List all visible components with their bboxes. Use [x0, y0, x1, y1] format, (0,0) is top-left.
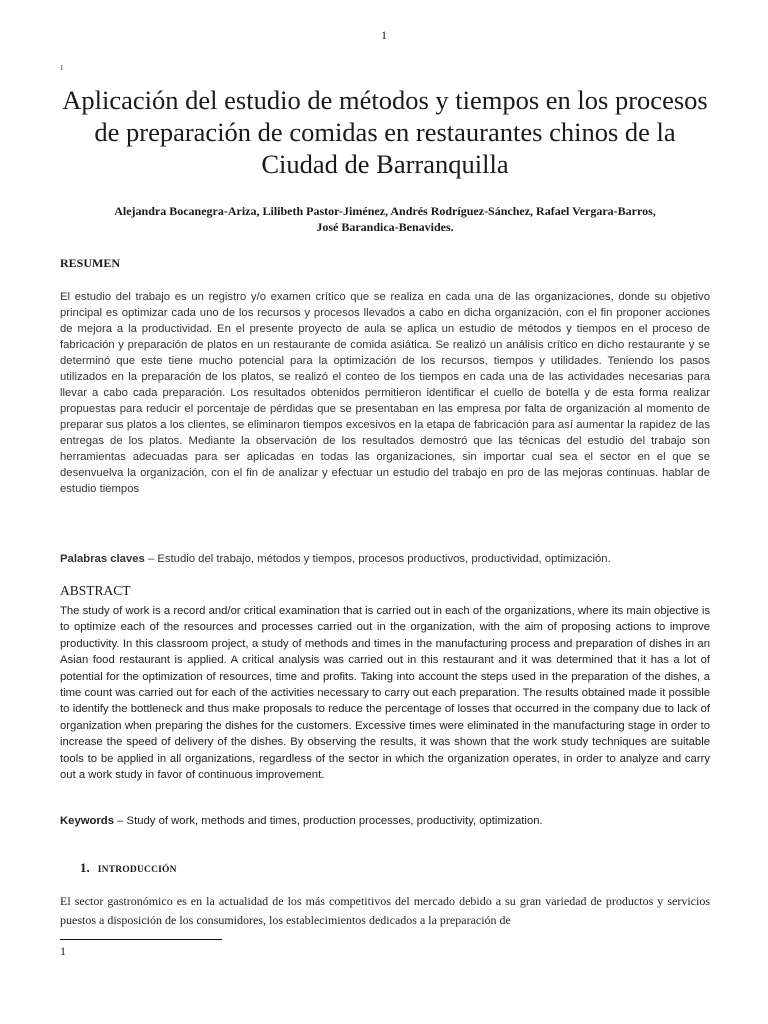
- section-heading-introduccion: [80, 860, 177, 876]
- keywords: [60, 813, 710, 829]
- footnote-marker: 1: [60, 64, 64, 72]
- author-line-2: José Barandica-Benavides.: [316, 220, 454, 234]
- footnote-divider: [60, 939, 222, 940]
- section-number: 1.: [80, 860, 90, 875]
- paper-title: Aplicación del estudio de métodos y tiempos en los procesos de preparación de comidas en restaurantes chinos de la Ciudad de Barranquilla: [62, 85, 708, 179]
- footnote-number: 1: [60, 944, 66, 958]
- introduccion-body: El sector gastronómico es en la actualidad de los más competitivos del mercado debido a su gran variedad de productos y servicios puestos a disposición de los consumidores, los establecimientos dedicados a la preparación de: [60, 894, 710, 927]
- keywords-text: – Study of work, methods and times, production processes, productivity, optimization.: [114, 815, 543, 827]
- page-number: 1: [381, 28, 387, 42]
- palabras-claves-label: Palabras claves: [60, 553, 145, 565]
- abstract-heading: ABSTRACT: [60, 583, 131, 598]
- keywords-label: Keywords: [60, 815, 114, 827]
- author-line-1: Alejandra Bocanegra-Ariza, Lilibeth Pastor-Jiménez, Andrés Rodríguez-Sánchez, Rafael Vergara-Barros,: [114, 204, 656, 218]
- author-list: [60, 203, 710, 235]
- palabras-claves-text: – Estudio del trabajo, métodos y tiempos, procesos productivos, productividad, optimización.: [144, 553, 611, 565]
- resumen-body: El estudio del trabajo es un registro y/o examen crítico que se realiza en cada una de las organizaciones, donde su objetivo principal es optimizar cada uno de los recursos y procesos llevados a cabo en dicha organización, con el fin proponer acciones de mejora a la productividad. En el presente proyecto de aula se aplica un estudio de métodos y tiempos en el proceso de fabricación y preparación de platos en un restaurante de comida asiática. Se realizó un análisis crítico en dicho restaurante y se determinó que este tiene mucho potencial para la optimización de los recursos, tiempos y utilidades. Teniendo los pasos utilizados en la preparación de los platos, se realizó el conteo de los tiempos en cada una de las actividades necesarias para llevar a cabo cada preparación. Los resultados obtenidos permitieron identificar el cuello de botella y de esta forma realizar propuestas para reducir el porcentaje de pérdidas que se presentaban en las empresa por falta de organización al momento de preparar sus platos a los clientes, se eliminaron tiempos excesivos en la etapa de fabricación para así aumentar la rapidez de las entregas de los platos. Mediante la observación de los resultados demostró que las técnicas del estudio del trabajo son herramientas adecuadas para ser aplicadas en todas las organizaciones, sin importar cual sea el sector en el que se desenvuelva la organización, con el fin de analizar y efectuar un estudio del trabajo en pro de las mejoras continuas. hablar de estudio tiempos: [60, 291, 710, 495]
- resumen-heading: RESUMEN: [60, 256, 121, 270]
- abstract-body: The study of work is a record and/or critical examination that is carried out in each of the organizations, where its main objective is to optimize each of the resources and processes carried out in the organization, with the aim of proposing actions to improve productivity. In this classroom project, a study of methods and times in the manufacturing process and preparation of dishes in an Asian food restaurant is applied. A critical analysis was carried out in this restaurant and it was determined that it has a lot of potential for the optimization of resources, time and profits. Taking into account the steps used in the preparation of the dishes, a time count was carried out for each of the activities necessary to carry out each preparation. The results obtained made it possible to identify the bottleneck and thus make proposals to reduce the percentage of losses that occurred in the company due to lack of organization when preparing the dishes for the customers. Excessive times were eliminated in the manufacturing stage in order to increase the speed of delivery of the dishes. By observing the results, it was shown that the work study techniques are suitable tools to be applied in all organizations, regardless of the sector in which the organization operates, in order to analyze and carry out a work study in favor of continuous improvement.: [60, 605, 710, 782]
- section-title: INTRODUCCIÓN: [97, 865, 177, 875]
- palabras-claves: [60, 551, 710, 567]
